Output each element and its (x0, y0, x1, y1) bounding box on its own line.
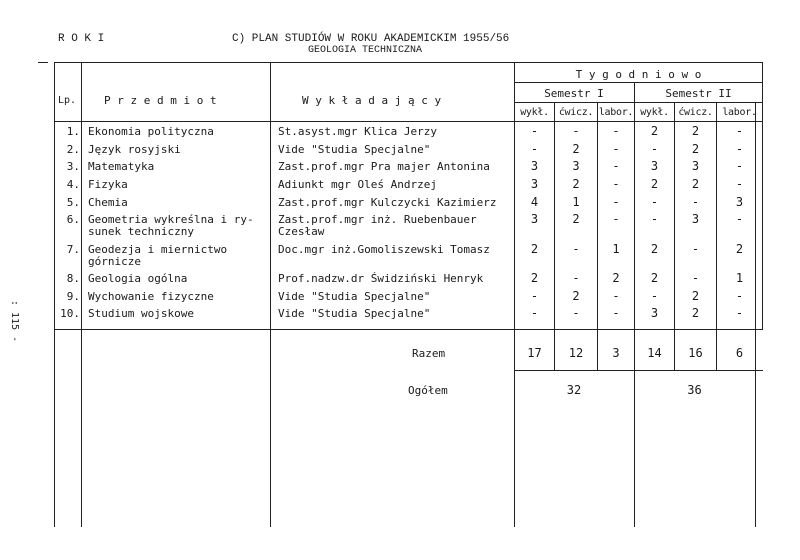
row-value: 2 (650, 271, 659, 285)
row-value: 2 (691, 142, 700, 156)
grand-total-sem1: 32 (566, 383, 582, 397)
grand-total-label: Ogółem (408, 384, 448, 397)
col-lecturer-header: W y k ł a d a j ą c y (302, 94, 442, 107)
row-lp: 8. (66, 272, 80, 285)
row-subject: sunek techniczny (88, 225, 194, 238)
row-value: - (530, 124, 539, 138)
sub-header: wykł. (640, 107, 669, 118)
sub-header: ćwicz. (678, 107, 713, 118)
total-value: 17 (527, 346, 542, 360)
row-value: 2 (691, 306, 700, 320)
row-value: 2 (612, 271, 620, 285)
row-value: - (530, 142, 539, 156)
row-lecturer: Zast.prof.mgr Pra majer Antonina (278, 160, 490, 173)
row-value: 2 (691, 177, 700, 191)
row-value: - (735, 212, 744, 226)
row-value: - (691, 242, 700, 256)
row-value: 2 (650, 124, 659, 138)
semester1-header: Semestr I (544, 87, 604, 100)
row-lecturer: Adiunkt mgr Oleś Andrzej (278, 178, 437, 191)
row-lp: 1. (66, 125, 80, 138)
row-value: 2 (691, 289, 700, 303)
row-value: 2 (735, 242, 744, 256)
col-weekly-header: T y g o d n i o w o (575, 68, 702, 81)
row-value: 1 (735, 271, 744, 285)
row-lp: 5. (66, 196, 80, 209)
row-value: 2 (650, 242, 659, 256)
row-value: - (572, 306, 580, 320)
col-subject-header: P r z e d m i o t (104, 94, 217, 107)
row-value: - (735, 142, 744, 156)
row-lp: 10. (60, 307, 80, 320)
row-lecturer: Prof.nadzw.dr Świdziński Henryk (278, 272, 484, 285)
row-value: 2 (572, 212, 580, 226)
row-subject: Chemia (88, 196, 128, 209)
row-value: 2 (572, 142, 580, 156)
row-value: 3 (650, 159, 659, 173)
row-lp: 3. (66, 160, 80, 173)
total-value: 14 (647, 346, 662, 360)
row-lecturer: St.asyst.mgr Klica Jerzy (278, 125, 437, 138)
row-value: 3 (530, 212, 539, 226)
grand-total-sem2: 36 (687, 383, 702, 397)
side-page-number: : 115 - (9, 300, 20, 343)
total-value: 12 (568, 346, 584, 360)
row-value: - (735, 159, 744, 173)
col-lp-header: Lp. (58, 95, 77, 106)
row-lp: 7. (66, 243, 80, 256)
row-value: - (735, 289, 744, 303)
sub-header: labor. (598, 107, 634, 118)
row-lecturer: Doc.mgr inż.Gomoliszewski Tomasz (278, 243, 490, 256)
row-subject: Geologia ogólna (88, 272, 188, 285)
row-value: - (735, 177, 744, 191)
row-value: - (612, 124, 620, 138)
row-value: 2 (572, 289, 580, 303)
row-lp: 4. (66, 178, 80, 191)
page-title: C) PLAN STUDIÓW W ROKU AKADEMICKIM 1955/56 (232, 33, 510, 45)
row-lp: 9. (66, 290, 80, 303)
semester2-header: Semestr II (665, 87, 732, 100)
row-value: - (572, 271, 580, 285)
row-subject: Ekonomia polityczna (88, 125, 214, 138)
totals-label: Razem (412, 347, 446, 360)
row-value: 1 (612, 242, 620, 256)
row-value: - (735, 124, 744, 138)
page-subtitle: GEOLOGIA TECHNICZNA (308, 45, 423, 56)
row-value: - (530, 306, 539, 320)
row-lp: 2. (66, 143, 80, 156)
row-value: 2 (572, 177, 580, 191)
row-subject: Język rosyjski (88, 143, 181, 156)
row-value: - (650, 212, 659, 226)
row-value: 3 (691, 212, 700, 226)
row-subject: Fizyka (88, 178, 128, 191)
row-subject: Matematyka (88, 160, 155, 173)
row-value: 1 (572, 195, 580, 209)
row-value: - (612, 142, 620, 156)
row-value: - (530, 289, 539, 303)
sub-header: ćwicz. (558, 107, 594, 118)
row-value: - (735, 306, 744, 320)
row-value: - (650, 195, 659, 209)
row-value: - (650, 289, 659, 303)
row-value: 3 (530, 159, 539, 173)
row-value: 2 (650, 177, 659, 191)
row-value: - (612, 306, 620, 320)
row-value: - (612, 195, 620, 209)
row-subject: górnicze (88, 255, 141, 268)
row-subject: Studium wojskowe (88, 307, 194, 320)
row-lecturer: Zast.prof.mgr Kulczycki Kazimierz (278, 196, 497, 209)
row-value: 3 (691, 159, 700, 173)
row-value: 4 (530, 195, 539, 209)
row-value: 3 (650, 306, 659, 320)
total-value: 16 (688, 346, 703, 360)
row-value: - (572, 124, 580, 138)
row-lecturer: Czesław (278, 225, 325, 238)
row-lecturer: Vide "Studia Specjalne" (278, 290, 431, 303)
row-value: - (691, 195, 700, 209)
row-value: - (612, 159, 620, 173)
row-value: 3 (735, 195, 744, 209)
total-value: 3 (612, 346, 620, 360)
row-lecturer: Vide "Studia Specjalne" (278, 143, 431, 156)
row-value: 2 (691, 124, 700, 138)
row-value: - (612, 289, 620, 303)
row-value: 2 (530, 242, 539, 256)
row-value: - (650, 142, 659, 156)
row-value: - (691, 271, 700, 285)
row-subject: Wychowanie fizyczne (88, 290, 214, 303)
total-value: 6 (735, 346, 744, 360)
row-value: - (612, 212, 620, 226)
row-lecturer: Vide "Studia Specjalne" (278, 307, 431, 320)
year-label: R O K I (58, 33, 105, 45)
row-lp: 6. (66, 213, 80, 226)
row-lecturer: Zast.prof.mgr inż. Ruebenbauer (278, 213, 477, 226)
row-value: 3 (530, 177, 539, 191)
sub-header: wykł. (520, 107, 549, 118)
row-value: - (572, 242, 580, 256)
row-subject: Geodezja i miernictwo (88, 243, 228, 256)
row-value: 3 (572, 159, 580, 173)
row-value: - (612, 177, 620, 191)
row-value: 2 (530, 271, 539, 285)
sub-header: labor. (722, 107, 757, 118)
row-subject: Geometria wykreślna i ry- (88, 213, 254, 226)
